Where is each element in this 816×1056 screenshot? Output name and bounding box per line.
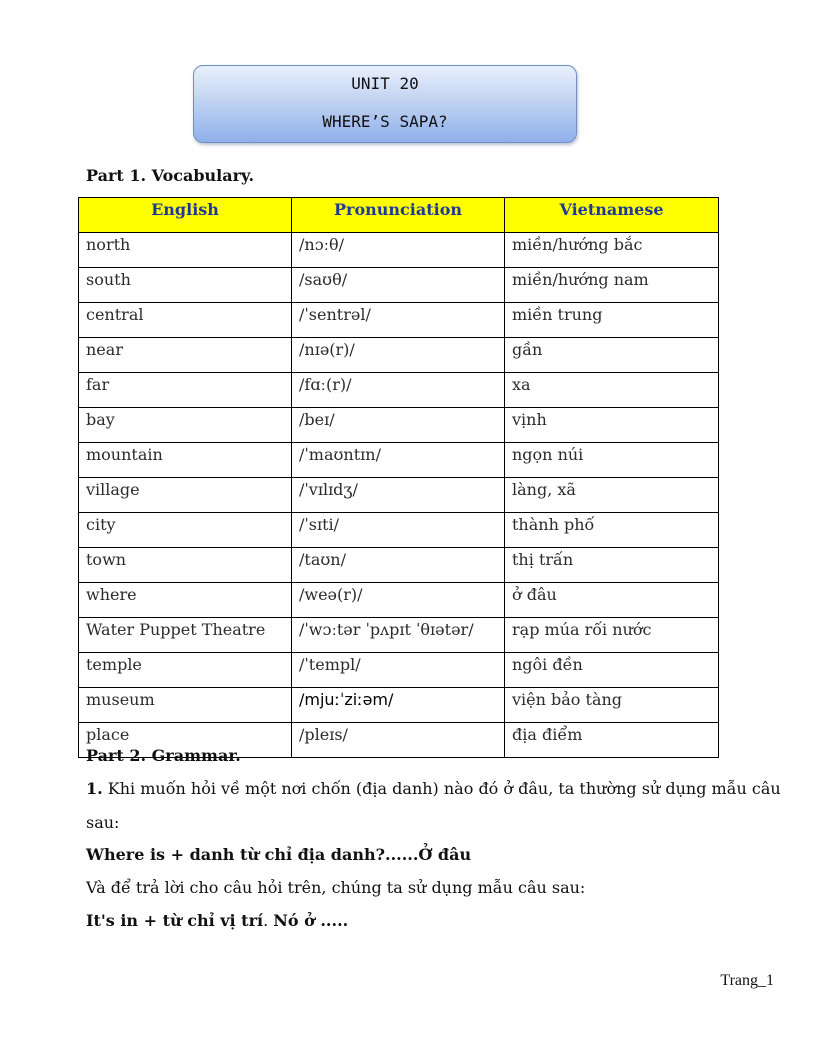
cell-english: south — [79, 268, 292, 303]
cell-pronunciation: /ˈsentrəl/ — [292, 303, 505, 338]
table-row — [79, 408, 719, 443]
table-row — [79, 443, 719, 478]
cell-pronunciation: /ˈwɔːtər ˈpʌpɪt ˈθɪətər/ — [292, 618, 505, 653]
answer-pattern-part-c: Nó ở ..... — [273, 911, 349, 930]
cell-vietnamese: ở đâu — [505, 583, 719, 618]
cell-pronunciation: /taʊn/ — [292, 548, 505, 583]
table-row — [79, 513, 719, 548]
cell-pronunciation: /nɔːθ/ — [292, 233, 505, 268]
table-row — [79, 688, 719, 723]
cell-vietnamese: gần — [505, 338, 719, 373]
cell-vietnamese: địa điểm — [505, 723, 719, 758]
cell-vietnamese: thị trấn — [505, 548, 719, 583]
answer-pattern — [86, 911, 348, 930]
cell-english: bay — [79, 408, 292, 443]
answer-pattern-part-a: It's in + từ chỉ vị trí — [86, 911, 264, 930]
table-row — [79, 478, 719, 513]
cell-english: city — [79, 513, 292, 548]
cell-pronunciation: /beɪ/ — [292, 408, 505, 443]
table-row — [79, 303, 719, 338]
table-row — [79, 338, 719, 373]
part2-heading: Part 2. Grammar. — [86, 746, 241, 765]
cell-english: far — [79, 373, 292, 408]
cell-vietnamese: vịnh — [505, 408, 719, 443]
grammar-line-3: Và để trả lời cho câu hỏi trên, chúng ta sử dụng mẫu câu sau: — [86, 878, 586, 897]
header-vietnamese: Vietnamese — [505, 198, 719, 233]
cell-english: central — [79, 303, 292, 338]
page-number: Trang_1 — [720, 972, 774, 989]
table-row — [79, 233, 719, 268]
cell-vietnamese: ngọn núi — [505, 443, 719, 478]
header-pronunciation: Pronunciation — [292, 198, 505, 233]
table-row — [79, 583, 719, 618]
part1-heading: Part 1. Vocabulary. — [86, 166, 255, 185]
unit-title: WHERE’S SAPA? — [322, 112, 448, 131]
cell-english: town — [79, 548, 292, 583]
cell-pronunciation: /pleɪs/ — [292, 723, 505, 758]
unit-number: UNIT 20 — [351, 74, 419, 93]
cell-vietnamese: xa — [505, 373, 719, 408]
cell-pronunciation: /ˈvɪlɪdʒ/ — [292, 478, 505, 513]
table-header-row — [79, 198, 719, 233]
header-english: English — [79, 198, 292, 233]
cell-english: near — [79, 338, 292, 373]
grammar-text-1: Khi muốn hỏi về một nơi chốn (địa danh) nào đó ở đâu, ta thường sử dụng mẫu câu — [107, 779, 781, 798]
cell-vietnamese: ngôi đền — [505, 653, 719, 688]
cell-english: where — [79, 583, 292, 618]
table-row — [79, 653, 719, 688]
table-row — [79, 618, 719, 653]
vocabulary-table — [78, 197, 719, 758]
cell-vietnamese: thành phố — [505, 513, 719, 548]
cell-english: temple — [79, 653, 292, 688]
cell-english: village — [79, 478, 292, 513]
question-pattern: Where is + danh từ chỉ địa danh?......Ở đâu — [86, 845, 472, 864]
cell-pronunciation: /ˈmaʊntɪn/ — [292, 443, 505, 478]
cell-vietnamese: miền trung — [505, 303, 719, 338]
table-row — [79, 548, 719, 583]
cell-vietnamese: miền/hướng bắc — [505, 233, 719, 268]
grammar-line-2: sau: — [86, 813, 120, 832]
cell-pronunciation: /weə(r)/ — [292, 583, 505, 618]
cell-vietnamese: miền/hướng nam — [505, 268, 719, 303]
cell-english: north — [79, 233, 292, 268]
cell-pronunciation: /fɑː(r)/ — [292, 373, 505, 408]
cell-pronunciation: /ˈtempl/ — [292, 653, 505, 688]
cell-english: museum — [79, 688, 292, 723]
grammar-line-1 — [86, 779, 781, 798]
cell-english: Water Puppet Theatre — [79, 618, 292, 653]
unit-title-box — [193, 65, 577, 143]
cell-pronunciation: /ˈsɪti/ — [292, 513, 505, 548]
cell-english: place — [79, 723, 292, 758]
cell-pronunciation: /saʊθ/ — [292, 268, 505, 303]
cell-pronunciation: /nɪə(r)/ — [292, 338, 505, 373]
cell-vietnamese: rạp múa rối nước — [505, 618, 719, 653]
cell-vietnamese: làng, xã — [505, 478, 719, 513]
cell-english: mountain — [79, 443, 292, 478]
item-number: 1. — [86, 779, 103, 798]
table-row — [79, 373, 719, 408]
cell-vietnamese: viện bảo tàng — [505, 688, 719, 723]
table-row — [79, 268, 719, 303]
answer-pattern-part-b: . — [263, 911, 274, 930]
cell-pronunciation: /mjuːˈziːəm/ — [292, 688, 505, 723]
